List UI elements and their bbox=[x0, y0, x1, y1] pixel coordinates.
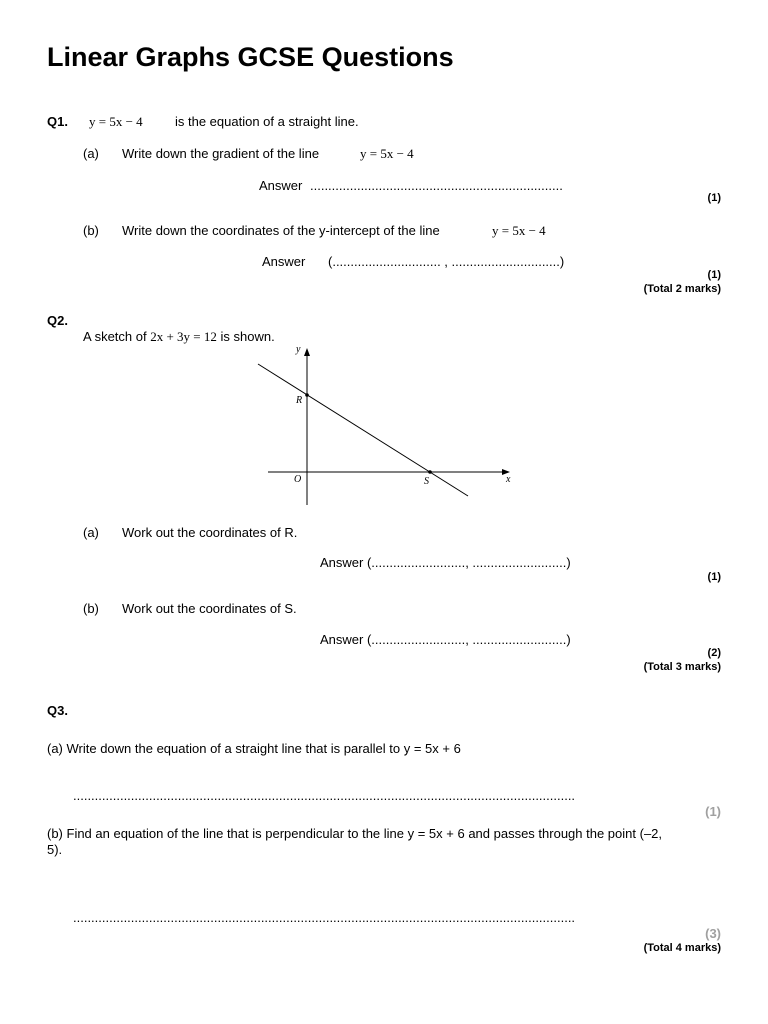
q1a-answer-field[interactable]: ...................................................................... bbox=[310, 178, 563, 193]
q3b-text-line1: (b) Find an equation of the line that is perpendicular to the line y = 5x + 6 and passes through the point (–2, bbox=[47, 826, 663, 841]
q1b-equation: y = 5x − 4 bbox=[492, 223, 546, 238]
x-axis-label: x bbox=[506, 474, 511, 485]
q2-stem bbox=[83, 329, 275, 345]
q2-sketch bbox=[250, 340, 530, 515]
q2a-text: Work out the coordinates of R. bbox=[122, 525, 298, 540]
q3a-text: (a) Write down the equation of a straight line that is parallel to y = 5x + 6 bbox=[47, 741, 461, 756]
q3b-text-line2: 5). bbox=[47, 842, 63, 857]
point-r bbox=[305, 393, 309, 397]
q3b-answer-field[interactable]: ........................................................................................................................................... bbox=[73, 910, 576, 925]
q1-total: (Total 2 marks) bbox=[643, 283, 721, 295]
q1b-answer-field[interactable]: (.............................. , ..............................) bbox=[328, 254, 565, 269]
q2-stem-suffix: is shown. bbox=[220, 329, 275, 344]
q1b-text: Write down the coordinates of the y-intercept of the line bbox=[122, 223, 440, 238]
y-axis-label: y bbox=[296, 344, 301, 355]
q3b-marks: (3) bbox=[705, 926, 721, 941]
q2-stem-prefix: A sketch of bbox=[83, 329, 147, 344]
point-s bbox=[428, 470, 432, 474]
q2-total: (Total 3 marks) bbox=[643, 661, 721, 673]
graph-line bbox=[258, 364, 468, 496]
s-label: S bbox=[424, 476, 429, 487]
q1b-answer-label: Answer bbox=[262, 254, 306, 269]
q1-label: Q1. bbox=[47, 114, 68, 129]
q3a-marks: (1) bbox=[705, 804, 721, 819]
q2a-answer-field[interactable]: Answer (.........................., ..........................) bbox=[320, 555, 571, 570]
q3a-answer-field[interactable]: ........................................................................................................................................... bbox=[73, 788, 576, 803]
page-title: Linear Graphs GCSE Questions bbox=[47, 42, 454, 72]
y-axis-arrow bbox=[304, 348, 310, 356]
q2a-label: (a) bbox=[83, 525, 99, 540]
q3-total: (Total 4 marks) bbox=[643, 942, 721, 954]
q2b-text: Work out the coordinates of S. bbox=[122, 601, 297, 616]
q1a-label: (a) bbox=[83, 146, 99, 161]
q3-label: Q3. bbox=[47, 703, 68, 718]
q1-stem: is the equation of a straight line. bbox=[175, 114, 359, 129]
q1a-marks: (1) bbox=[707, 192, 721, 204]
q1b-label: (b) bbox=[83, 223, 99, 238]
q1-equation: y = 5x − 4 bbox=[89, 114, 143, 129]
q1b-marks: (1) bbox=[707, 269, 721, 281]
q1a-equation: y = 5x − 4 bbox=[360, 146, 414, 161]
q2b-marks: (2) bbox=[707, 647, 721, 659]
q1a-answer-label: Answer bbox=[259, 178, 303, 193]
q2-label: Q2. bbox=[47, 313, 68, 328]
q2b-answer-field[interactable]: Answer (.........................., ..........................) bbox=[320, 632, 571, 647]
origin-label: O bbox=[294, 474, 302, 485]
q2a-marks: (1) bbox=[707, 571, 721, 583]
r-label: R bbox=[296, 395, 303, 406]
q1a-text: Write down the gradient of the line bbox=[122, 146, 320, 161]
q2-equation: 2x + 3y = 12 bbox=[150, 329, 217, 344]
q2b-label: (b) bbox=[83, 601, 99, 616]
